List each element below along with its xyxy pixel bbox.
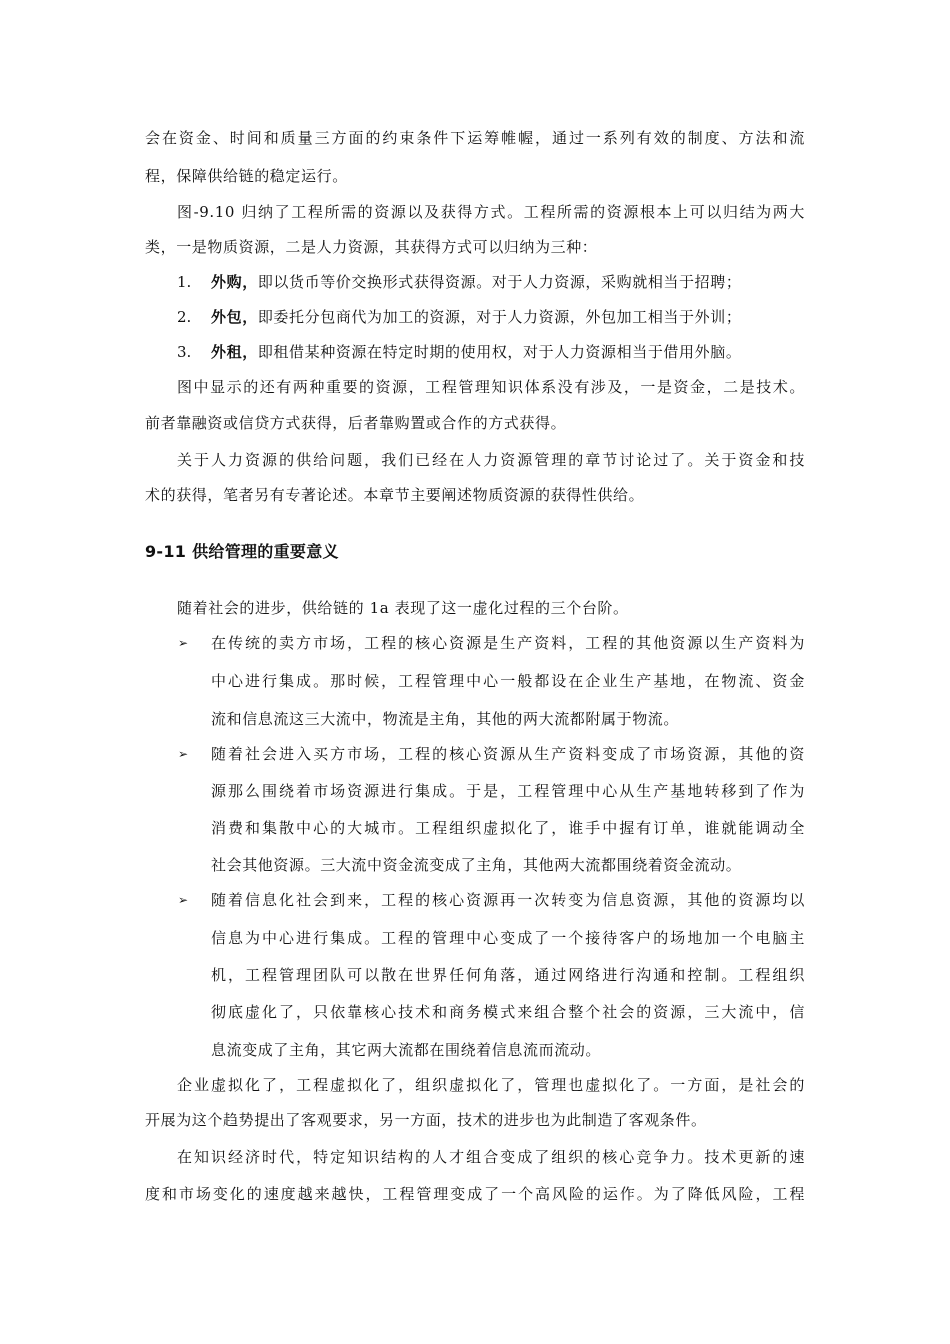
list-text-wrapper <box>211 342 741 362</box>
paragraph-line: 类，一是物质资源，二是人力资源，其获得方式可以归纳为三种： <box>145 238 598 256</box>
list-term: 外租， <box>211 343 258 361</box>
paragraph-line: 程，保障供给链的稳定运行。 <box>145 167 348 185</box>
bullet-line: 中心进行集成。那时候，工程管理中心一般都设在企业生产基地，在物流、资金 <box>211 672 805 690</box>
section-heading: 9-11 供给管理的重要意义 <box>145 542 339 561</box>
bullet-line: 源那么围绕着市场资源进行集成。于是，工程管理中心从生产基地转移到了作为 <box>211 782 805 800</box>
list-number: 3. <box>177 343 192 361</box>
bullet-line: 流和信息流这三大流中，物流是主角，其他的两大流都附属于物流。 <box>211 710 680 728</box>
paragraph-line: 会在资金、时间和质量三方面的约束条件下运筹帷幄，通过一系列有效的制度、方法和流 <box>145 129 805 147</box>
bullet-line: 社会其他资源。三大流中资金流变成了主角，其他两大流都围绕着资金流动。 <box>211 856 742 874</box>
list-text-wrapper <box>211 272 741 292</box>
list-text: 即委托分包商代为加工的资源，对于人力资源，外包加工相当于外训； <box>257 308 742 326</box>
bullet-line: 信息为中心进行集成。工程的管理中心变成了一个接待客户的场地加一个电脑主 <box>211 929 805 947</box>
list-text: 即租借某种资源在特定时期的使用权，对于人力资源相当于借用外脑。 <box>257 343 742 361</box>
bullet-line: 随着信息化社会到来，工程的核心资源再一次转变为信息资源，其他的资源均以 <box>211 891 805 909</box>
paragraph-line: 度和市场变化的速度越来越快，工程管理变成了一个高风险的运作。为了降低风险，工程 <box>145 1185 805 1203</box>
paragraph-line: 随着社会的进步，供给链的 1a 表现了这一虚化过程的三个台阶。 <box>177 599 629 617</box>
arrow-bullet-icon: ➢ <box>178 636 189 650</box>
bullet-line: 机，工程管理团队可以散在世界任何角落，通过网络进行沟通和控制。工程组织 <box>211 966 805 984</box>
list-text-wrapper <box>211 307 741 327</box>
paragraph-line: 图中显示的还有两种重要的资源，工程管理知识体系没有涉及，一是资金，二是技术。 <box>177 378 805 396</box>
list-text: 即以货币等价交换形式获得资源。对于人力资源，采购就相当于招聘； <box>257 273 742 291</box>
paragraph-line: 在知识经济时代，特定知识结构的人才组合变成了组织的核心竞争力。技术更新的速 <box>177 1148 805 1166</box>
bullet-line: 随着社会进入买方市场，工程的核心资源从生产资料变成了市场资源，其他的资 <box>211 745 805 763</box>
arrow-bullet-icon: ➢ <box>178 747 189 761</box>
paragraph-line: 企业虚拟化了，工程虚拟化了，组织虚拟化了，管理也虚拟化了。一方面，是社会的 <box>177 1076 805 1094</box>
arrow-bullet-icon: ➢ <box>178 893 189 907</box>
paragraph-line: 开展为这个趋势提出了客观要求，另一方面，技术的进步也为此制造了客观条件。 <box>145 1111 707 1129</box>
paragraph-line: 前者靠融资或信贷方式获得，后者靠购置或合作的方式获得。 <box>145 414 567 432</box>
list-number: 2. <box>177 308 192 326</box>
bullet-line: 彻底虚化了，只依靠核心技术和商务模式来组合整个社会的资源，三大流中，信 <box>211 1003 805 1021</box>
list-term: 外购， <box>211 273 258 291</box>
paragraph-line: 术的获得，笔者另有专著论述。本章节主要阐述物质资源的获得性供给。 <box>145 486 645 504</box>
bullet-line: 息流变成了主角，其它两大流都在围绕着信息流而流动。 <box>211 1041 602 1059</box>
paragraph-line: 图-9.10 归纳了工程所需的资源以及获得方式。工程所需的资源根本上可以归结为两大 <box>177 203 805 221</box>
list-term: 外包， <box>211 308 258 326</box>
paragraph-line: 关于人力资源的供给问题，我们已经在人力资源管理的章节讨论过了。关于资金和技 <box>177 451 805 469</box>
bullet-line: 在传统的卖方市场，工程的核心资源是生产资料，工程的其他资源以生产资料为 <box>211 634 805 652</box>
bullet-line: 消费和集散中心的大城市。工程组织虚拟化了，谁手中握有订单，谁就能调动全 <box>211 819 805 837</box>
list-number: 1. <box>177 273 192 291</box>
